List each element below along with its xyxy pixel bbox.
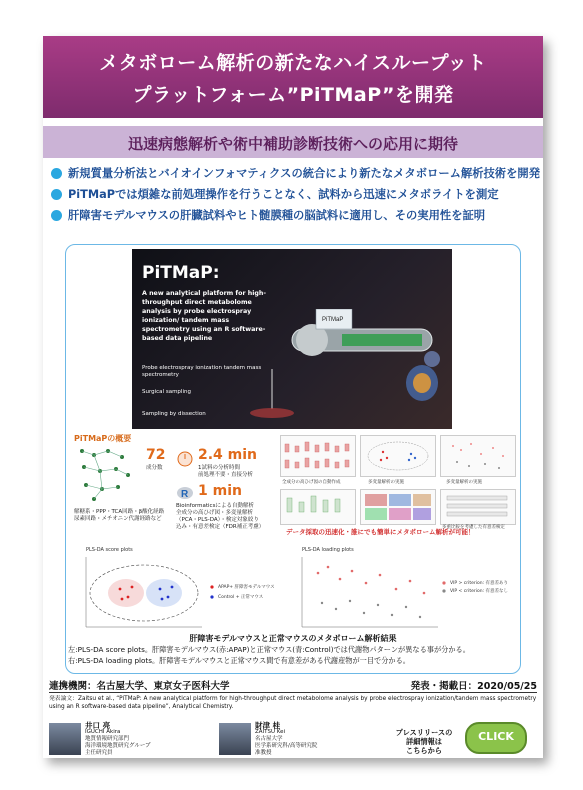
figure-caption-left: 左:PLS-DA score plots。肝障害モデルマウス(赤:APAP)と正常マウス(青:Control)では代謝物パターンが異なる事が分かる。 [68, 645, 470, 654]
researcher-2-info [255, 722, 317, 757]
bullet-text: PiTMaPでは煩雑な前処理操作を行うことなく、試料から迅速にメタボライトを測定 [68, 188, 499, 201]
press-line-3: こちらから [406, 746, 442, 755]
bullet-text: 肝障害モデルマウスの肝臓試料やヒト髄膜種の脳試料に適用し、その実用性を証明 [68, 209, 486, 222]
stat-auto-analysis-time: 1 min [198, 483, 242, 499]
researcher-2-photo [219, 723, 251, 755]
hero-label-pesi: Probe electrospray ionization tandem mass spectrometry [142, 365, 262, 378]
pane-caption-multivariate-2: 多変量解析の実施 [446, 480, 482, 485]
bullet-text: 新規質量分析法とバイオインフォマティクスの統合により新たなメタボローム解析技術を開発 [68, 167, 540, 180]
stat-bioinformatics-note-2: （PCA・PLS-DA）・検定対象絞り [176, 517, 259, 523]
hero-label-surgical: Surgical sampling [142, 389, 191, 395]
stat-analysis-time-note: 前処理不要・直接分析 [198, 472, 254, 478]
researcher-2-name: 財津 桂 [255, 721, 281, 730]
researcher-1-info [85, 722, 151, 757]
researcher-2-dept: 医学系研究科/高等研究院 [255, 743, 318, 749]
pathway-caption-1: 解糖系・PPP・TCA回路・β酸化経路 [74, 509, 165, 515]
stopwatch-icon [176, 449, 194, 467]
publication-date: 発表・掲載日：2020/05/25 [410, 681, 537, 692]
figure-caption-title: 肝障害モデルマウスと正常マウスのメタボローム解析結果 [189, 634, 397, 643]
score-thumbnail [361, 436, 435, 476]
bullet-item [51, 185, 541, 206]
subtitle: 迅速病態解析や術中補助診断技術への応用に期待 [127, 135, 458, 153]
pane-caption-boxplot: 全成分の高ひげ図の自動作成 [282, 480, 341, 485]
researcher-2-affiliation: 名古屋大学 [255, 736, 283, 742]
score-plot [72, 547, 280, 633]
researcher-1-title: 主任研究員 [85, 750, 113, 756]
hero-image [132, 249, 452, 429]
loading-pane [440, 435, 516, 477]
loading-legend-not-significant: VIP < criterion: 有意差なし [450, 589, 509, 594]
sample-tip-illustration [242, 369, 302, 419]
stat-bioinformatics-label: Bioinformaticsによる自動解析 [176, 503, 254, 509]
machine-label: PiTMaP [322, 317, 344, 323]
workflow-panel [280, 433, 516, 543]
bullet-list [51, 164, 541, 227]
overview-panel [72, 433, 277, 543]
boxplot-pane [280, 435, 356, 477]
footer-row [49, 678, 537, 693]
bullet-item [51, 164, 541, 185]
loading-legend-significant: VIP > criterion: 有意差あり [450, 581, 509, 586]
brain-illustration [402, 359, 442, 419]
hero-description: A new analytical platform for high-throughput direct metabolome analysis by probe electrospray ionization/ tandem mass spectrometry using an R software-based data pipeline [142, 290, 267, 342]
title-line-1: メタボローム解析の新たなハイスループット [99, 52, 487, 74]
pane-caption-multivariate-1: 多変量解析の実施 [368, 480, 404, 485]
significance-thumbnail [441, 490, 515, 524]
pane-caption-significance: 多重比較を考慮した有意差検定 [442, 525, 505, 530]
hero-title: PiTMaP: [142, 263, 220, 283]
pathway-caption-2: 尿素回路・メチオニン代謝経路など [74, 516, 162, 522]
click-button[interactable] [465, 722, 527, 754]
loading-thumbnail [441, 436, 515, 476]
bullet-dot-icon [51, 168, 62, 179]
stat-bioinformatics-note-3: 込み・有意差検定（FDR補正考慮） [176, 524, 265, 530]
r-logo-icon [176, 485, 194, 501]
publication-info: 発表論文：Zaitsu et al., “PiTMaP: A new analytical platform for high-throughput direct metabolome analysis by probe electrospray ionization/tandem mass spectrometry using an R software-based data pipeline”, Analytical Chemistry. [49, 696, 537, 710]
hero-label-dissection: Sampling by dissection [142, 411, 206, 417]
title-banner [43, 36, 543, 118]
heatmap-thumbnail [361, 490, 435, 524]
press-line-2: 詳細情報は [406, 737, 442, 746]
significance-pane [440, 489, 516, 525]
stat-analysis-time-label: 1試料の分析時間 [198, 465, 240, 471]
loading-plot-title: PLS-DA loading plots [302, 547, 354, 553]
svg-text:R: R [181, 489, 189, 500]
title-line-2: プラットフォーム”PiTMaP”を開発 [132, 84, 454, 106]
score-plot-graphic [72, 553, 280, 633]
researcher-1-romaji: IGUCHI Akira [85, 729, 121, 735]
poster-sheet [43, 36, 543, 758]
stat-bioinformatics-note-1: 全成分の高ひげ図・多変量解析 [176, 510, 254, 516]
boxplot-thumbnail [281, 436, 355, 476]
score-legend-apap: APAP+ 肝障害モデルマウス [218, 585, 275, 590]
click-label: CLICK [478, 730, 514, 743]
boxplot-thumbnail-2 [281, 490, 355, 524]
researcher-2-romaji: ZAITSU Kei [255, 729, 286, 735]
pathway-diagram-icon [74, 445, 134, 505]
overview-title: PiTMaPの概要 [74, 434, 132, 443]
bullet-dot-icon [51, 189, 62, 200]
loading-plot [288, 547, 514, 633]
boxplot-pane-2 [280, 489, 356, 525]
score-pane [360, 435, 436, 477]
press-line-1: プレスリリースの [395, 728, 453, 737]
figure-box [65, 244, 521, 674]
heatmap-pane [360, 489, 436, 525]
stat-component-count: 72 [146, 447, 166, 463]
press-release-note [389, 728, 459, 755]
score-plot-title: PLS-DA score plots [86, 547, 133, 553]
bullet-dot-icon [51, 210, 62, 221]
partner-institutions: 連携機関：名古屋大学、東京女子医科大学 [49, 681, 230, 692]
score-legend-control: Control + 正常マウス [218, 595, 264, 600]
researcher-2-title: 准教授 [255, 750, 272, 756]
subtitle-banner [43, 126, 543, 158]
bullet-item [51, 206, 541, 227]
researcher-1-group: 海洋環境地質研究グループ [85, 743, 151, 749]
stat-component-label: 成分数 [146, 465, 163, 471]
researcher-1-photo [49, 723, 81, 755]
researcher-1-dept: 地質情報研究部門 [85, 736, 130, 742]
researcher-1 [49, 723, 199, 755]
highlight-message: データ採取の迅速化・誰にでも簡単にメタボローム解析が可能！ [286, 528, 475, 536]
figure-caption-right: 右:PLS-DA loading plots。肝障害モデルマウスと正常マウス間で有意差がある代謝産物が一目で分かる。 [68, 656, 410, 665]
researcher-1-name: 井口 亮 [85, 721, 111, 730]
researcher-2 [219, 723, 369, 755]
stat-analysis-time: 2.4 min [198, 447, 258, 463]
